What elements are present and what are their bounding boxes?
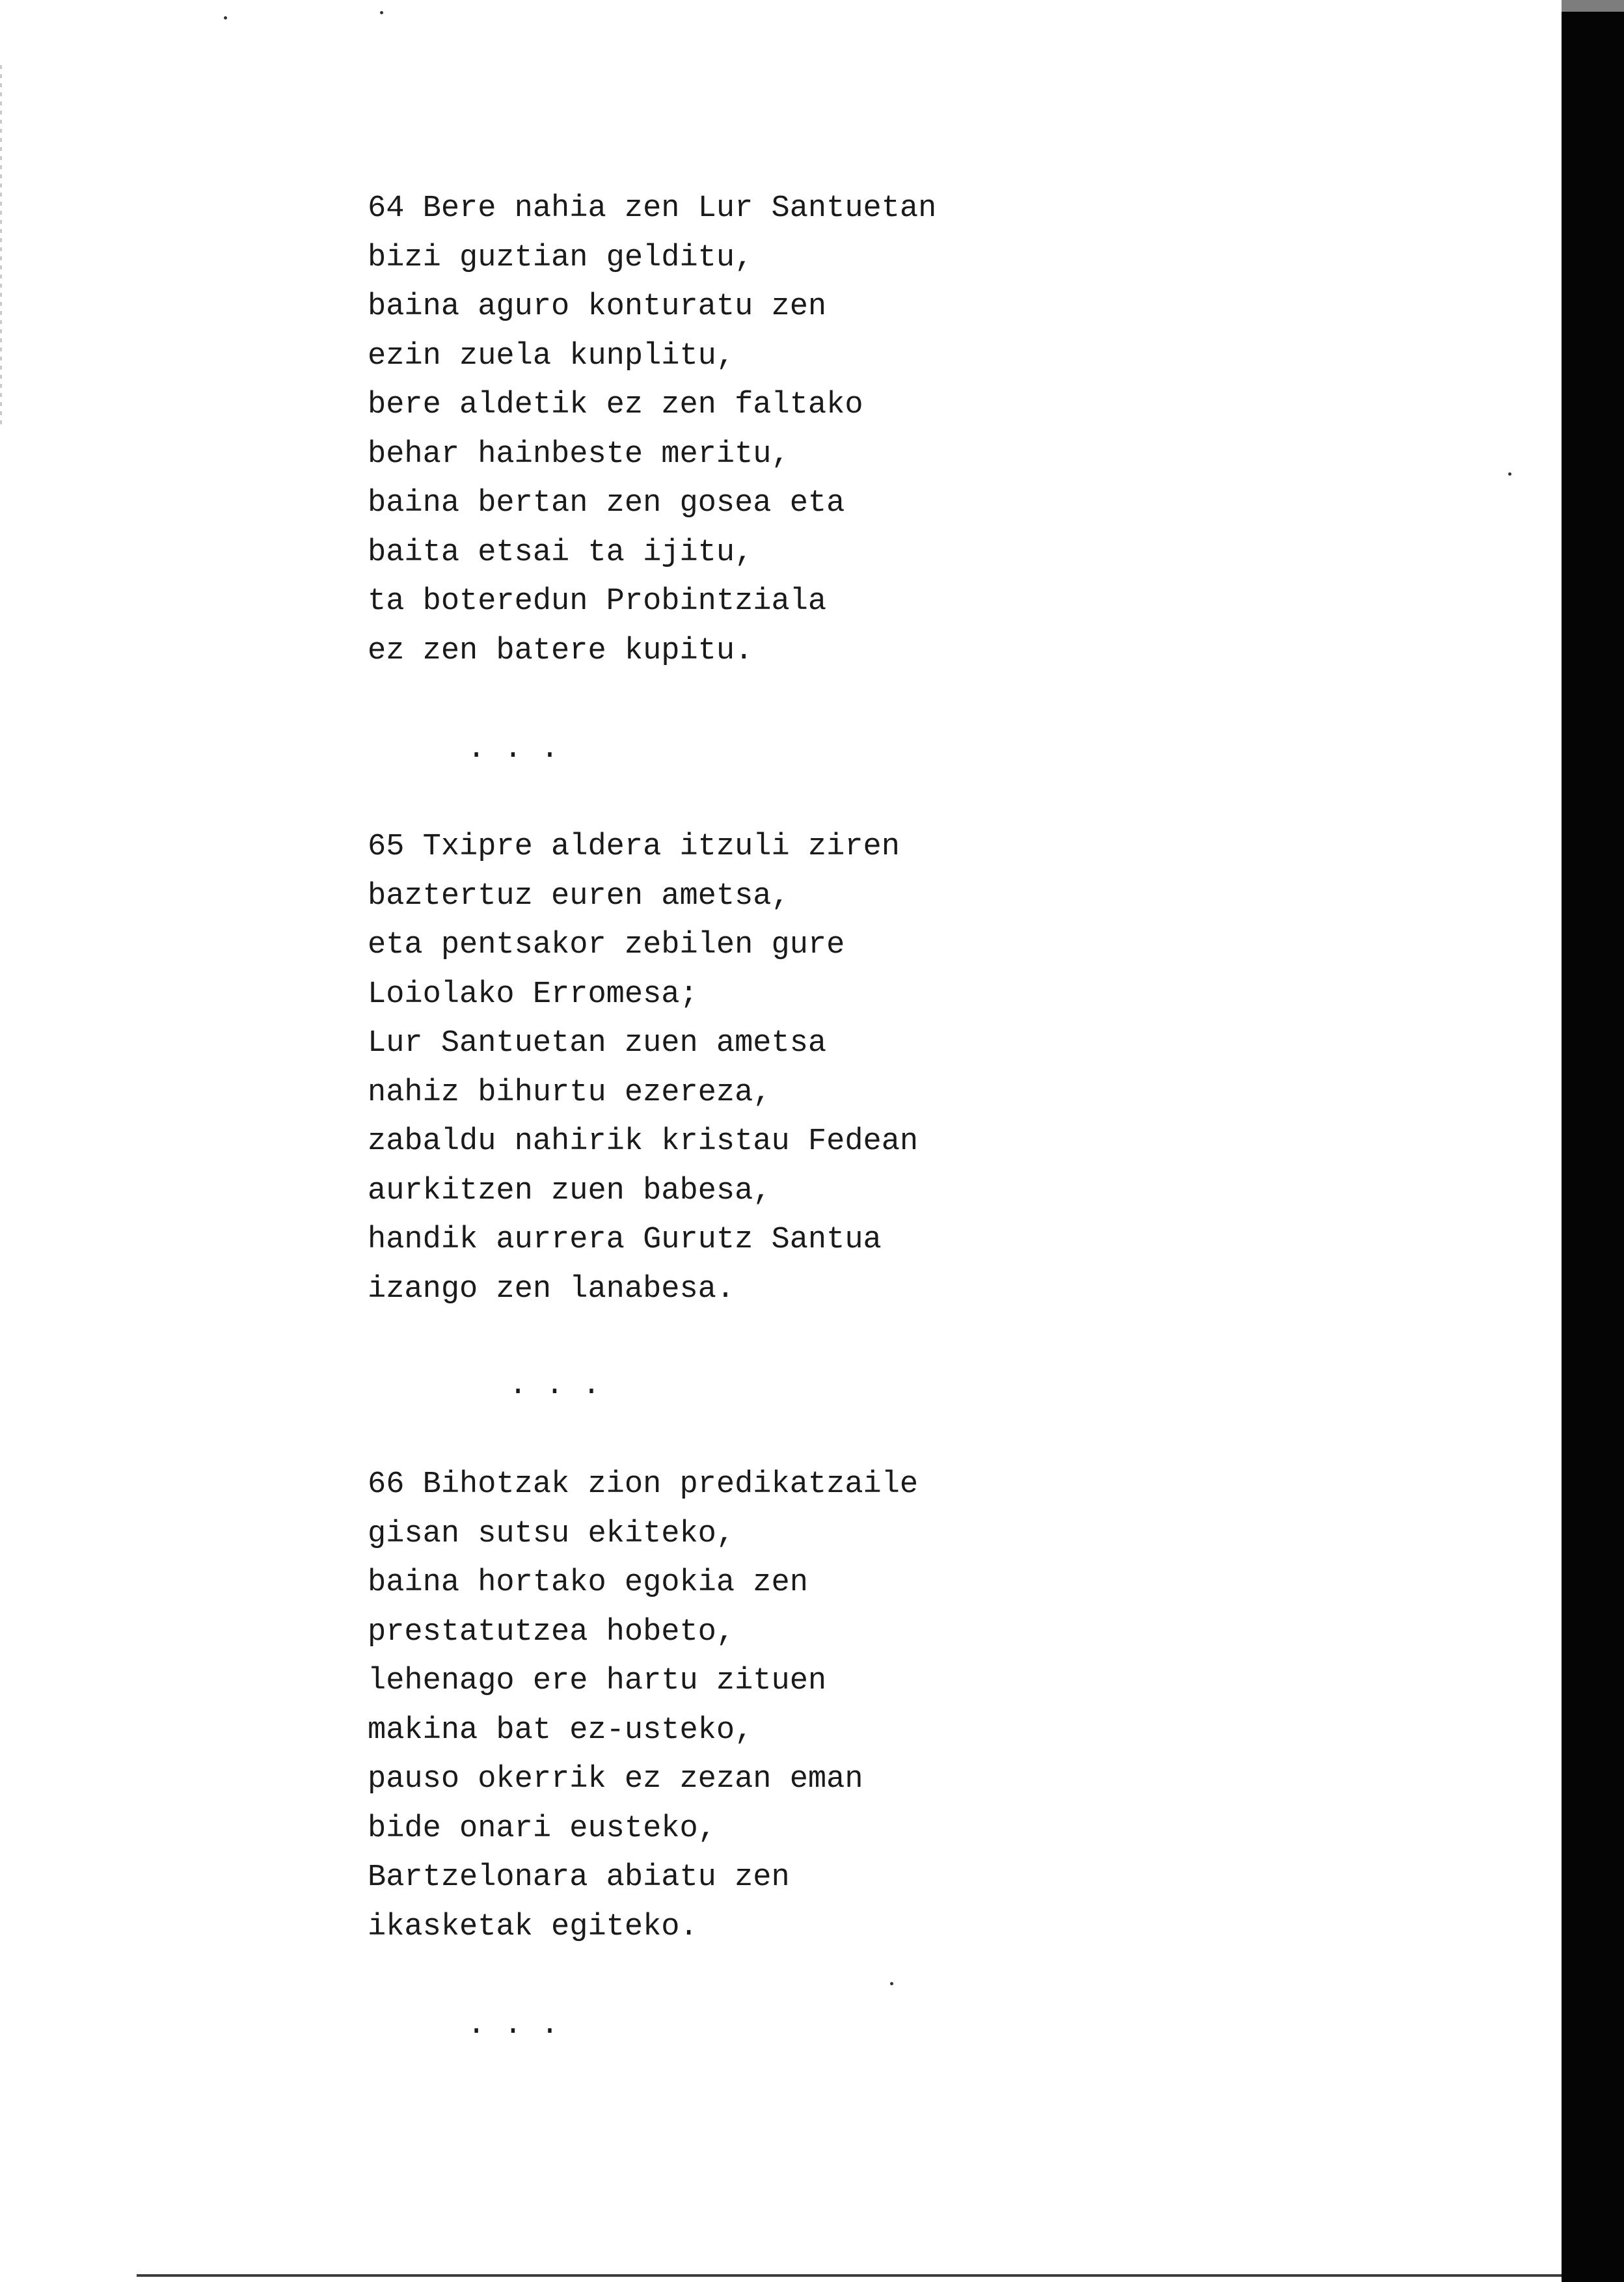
verse-line: behar hainbeste meritu, <box>368 437 790 472</box>
verse-line: ta boteredun Probintziala <box>368 584 827 619</box>
verse-line: 65 Txipre aldera itzuli ziren <box>368 830 900 864</box>
verse-line: Lur Santuetan zuen ametsa <box>368 1026 827 1061</box>
verse-line: pauso okerrik ez zezan eman <box>368 1762 863 1797</box>
scan-speck <box>380 11 383 14</box>
scan-speck <box>890 1982 893 1985</box>
verse-line: gisan sutsu ekiteko, <box>368 1516 735 1551</box>
verse-line: bide onari eusteko, <box>368 1811 716 1846</box>
verse-line: ikasketak egiteko. <box>368 1909 698 1944</box>
verse-line: 64 Bere nahia zen Lur Santuetan <box>368 191 937 226</box>
verse-line: ez zen batere kupitu. <box>368 633 753 668</box>
verse-line: baina hortako egokia zen <box>368 1566 808 1600</box>
verse-line: aurkitzen zuen babesa, <box>368 1173 772 1208</box>
verse-line: bere aldetik ez zen faltako <box>368 388 863 422</box>
verse-line: lehenago ere hartu zituen <box>368 1664 827 1698</box>
verse-line: baita etsai ta ijitu, <box>368 535 753 570</box>
verse-line: eta pentsakor zebilen gure <box>368 928 845 962</box>
verse-line: 66 Bihotzak zion predikatzaile <box>368 1467 919 1502</box>
verse-line: baina aguro konturatu zen <box>368 290 827 324</box>
stanza-separator: . . . <box>509 1368 601 1403</box>
verse-line: bizi guztian gelditu, <box>368 240 753 275</box>
verse-line: zabaldu nahirik kristau Fedean <box>368 1124 919 1159</box>
scan-speck <box>224 16 227 20</box>
verse-line: makina bat ez-usteko, <box>368 1713 753 1748</box>
stanza-66 <box>368 1460 918 1951</box>
verse-line: nahiz bihurtu ezereza, <box>368 1075 772 1110</box>
stanza-separator: . . . <box>467 732 560 767</box>
stanza-65 <box>368 822 918 1314</box>
scan-left-speckle <box>0 65 2 429</box>
verse-line: prestatutzea hobeto, <box>368 1614 735 1650</box>
verse-line: Loiolako Erromesa; <box>368 977 698 1012</box>
scan-speck <box>1508 472 1511 476</box>
scan-bottom-edge <box>137 2274 1562 2277</box>
verse-line: izango zen lanabesa. <box>368 1271 735 1307</box>
scan-edge-shadow <box>1562 0 1624 2282</box>
stanza-separator: . . . <box>467 2008 560 2043</box>
verse-line: Bartzelonara abiatu zen <box>368 1860 790 1895</box>
verse-line: baztertuz euren ametsa, <box>368 878 790 914</box>
stanza-64 <box>368 184 936 675</box>
verse-line: ezin zuela kunplitu, <box>368 338 735 374</box>
verse-line: handik aurrera Gurutz Santua <box>368 1223 882 1257</box>
verse-line: baina bertan zen gosea eta <box>368 486 845 521</box>
scan-edge-cap <box>1562 0 1624 12</box>
